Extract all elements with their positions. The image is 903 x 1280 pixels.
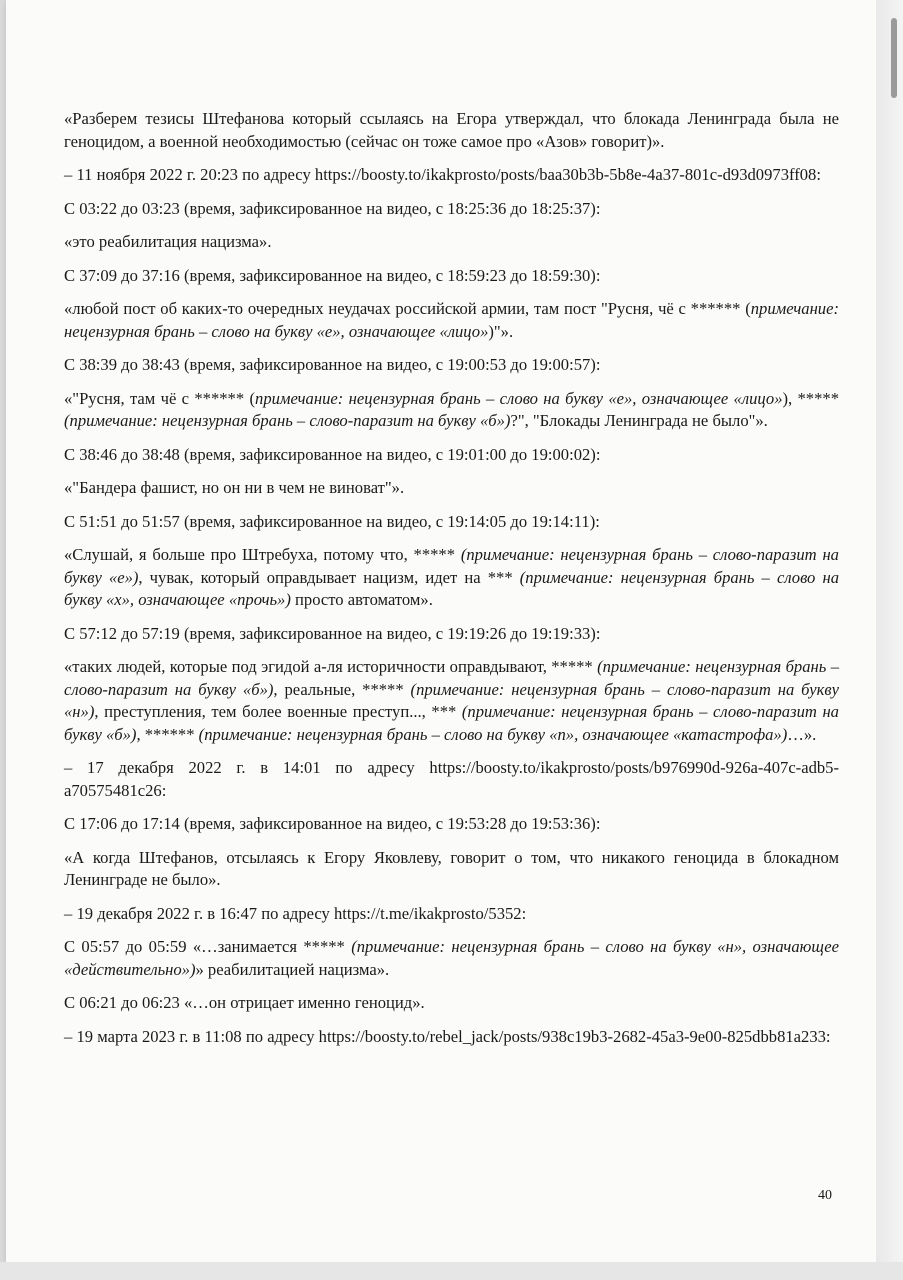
editor-note: (примечание: нецензурная брань – слово-паразит на букву «б»)	[64, 411, 511, 430]
paragraph-quote	[64, 656, 839, 746]
paragraph-time	[64, 198, 839, 221]
editor-note: (примечание: нецензурная брань – слово-паразит на букву «б»)	[64, 657, 839, 699]
paragraph-quote	[64, 298, 839, 343]
paragraph-quote	[64, 992, 839, 1015]
paragraph-dated	[64, 1026, 839, 1049]
text-run: «таких людей, которые под эгидой а-ля историчности оправдывают, *****	[64, 657, 598, 676]
paragraph-quote	[64, 231, 839, 254]
paragraph-dated	[64, 164, 839, 187]
document-page	[6, 0, 876, 1262]
text-run: С 37:09 до 37:16 (время, зафиксированное на видео, с 18:59:23 до 18:59:30):	[64, 265, 601, 285]
paragraph-quote	[64, 544, 839, 612]
editor-note: (примечание: нецензурная брань – слово на букву «н», означающее «действительно»)	[64, 937, 839, 979]
editor-note: (примечание: нецензурная брань – слово-паразит на букву «б»)	[64, 702, 839, 744]
text-run: , чувак, который оправдывает нацизм, идет на ***	[138, 567, 520, 587]
text-run: С 03:22 до 03:23 (время, зафиксированное на видео, с 18:25:36 до 18:25:37):	[64, 198, 601, 218]
text-run: ), *****	[782, 388, 839, 408]
text-run: «это реабилитация нацизма».	[64, 232, 272, 251]
text-run: С 38:46 до 38:48 (время, зафиксированное на видео, с 19:01:00 до 19:00:02):	[64, 444, 601, 464]
scrollbar-thumb[interactable]	[891, 18, 897, 98]
text-run: С 05:57 до 05:59 «…занимается *****	[64, 937, 352, 956]
viewer-bottom-edge	[0, 1262, 903, 1280]
paragraph-time	[64, 813, 839, 836]
editor-note: (примечание: нецензурная брань – слово-паразит на букву «н»)	[64, 679, 839, 721]
paragraph-time	[64, 354, 839, 377]
text-run: , преступления, тем более военные преступ..., ***	[94, 702, 462, 721]
text-run: – 19 декабря 2022 г. в 16:47 по адресу https://t.me/ikakprosto/5352:	[64, 903, 527, 923]
editor-note: примечание: нецензурная брань – слово на букву «е», означающее «лицо»	[255, 388, 783, 408]
paragraph-time	[64, 623, 839, 646]
text-run: – 17 декабря 2022 г. в 14:01 по адресу https://boosty.to/ikakprosto/posts/b976990d-926a-407c-adb5-a70575481c26:	[64, 758, 839, 800]
text-run: «Разберем тезисы Штефанова который ссылаясь на Егора утверждал, что блокада Ленинграда была не геноцидом, а военной необходимостью (сейчас он тоже самое про «Азов» говорит)».	[64, 109, 839, 151]
text-run: С 06:21 до 06:23 «…он отрицает именно геноцид».	[64, 993, 425, 1012]
paragraph-time	[64, 444, 839, 467]
paragraph-time	[64, 265, 839, 288]
paragraph-quote	[64, 108, 839, 153]
text-run: «любой пост об каких-то очередных неудачах российской армии, там пост "Русня, чё с ****** (	[64, 299, 751, 318]
viewer-right-edge	[876, 0, 903, 1280]
page-number: 40	[818, 1188, 832, 1203]
text-run: «Слушай, я больше про Штребуха, потому что, *****	[64, 545, 461, 564]
paragraph-dated	[64, 757, 839, 802]
text-run: ?", "Блокады Ленинграда не было"».	[510, 411, 768, 430]
paragraph-quote	[64, 936, 839, 981]
editor-note: (примечание: нецензурная брань – слово на букву «х», означающее «прочь»)	[64, 567, 839, 609]
text-run: – 19 марта 2023 г. в 11:08 по адресу https://boosty.to/rebel_jack/posts/938c19b3-2682-45a3-9e00-825dbb81a233:	[64, 1026, 831, 1046]
paragraph-dated	[64, 903, 839, 926]
paragraph-quote	[64, 477, 839, 500]
text-run: , реальные, *****	[273, 679, 411, 699]
editor-note: примечание: нецензурная брань – слово на букву «е», означающее «лицо»	[64, 299, 839, 341]
paragraph-time	[64, 511, 839, 534]
text-run: С 17:06 до 17:14 (время, зафиксированное на видео, с 19:53:28 до 19:53:36):	[64, 814, 601, 833]
text-run: «А когда Штефанов, отсылаясь к Егору Яковлеву, говорит о том, что никакого геноцида в блокадном Ленинграде не было».	[64, 847, 839, 889]
paragraph-quote	[64, 388, 839, 433]
text-run: )"».	[488, 321, 514, 341]
text-run: «"Бандера фашист, но он ни в чем не виноват"».	[64, 478, 405, 497]
text-run: – 11 ноября 2022 г. 20:23 по адресу https://boosty.to/ikakprosto/posts/baa30b3b-5b8e-4a37-801c-d93d0973ff08:	[64, 165, 821, 184]
text-run: С 38:39 до 38:43 (время, зафиксированное на видео, с 19:00:53 до 19:00:57):	[64, 355, 601, 374]
editor-note: (примечание: нецензурная брань – слово-паразит на букву «е»)	[64, 545, 839, 587]
text-run: …».	[787, 724, 817, 744]
text-run: С 51:51 до 51:57 (время, зафиксированное на видео, с 19:14:05 до 19:14:11):	[64, 511, 600, 531]
text-run: » реабилитацией нацизма».	[195, 959, 390, 979]
editor-note: (примечание: нецензурная брань – слово на букву «п», означающее «катастрофа»)	[198, 724, 788, 744]
paragraph-quote	[64, 847, 839, 892]
document-body	[64, 108, 839, 1059]
text-run: «"Русня, там чё с ****** (	[64, 388, 256, 408]
text-run: просто автоматом».	[290, 590, 433, 609]
text-run: , ******	[136, 724, 199, 744]
text-run: С 57:12 до 57:19 (время, зафиксированное на видео, с 19:19:26 до 19:19:33):	[64, 623, 601, 643]
